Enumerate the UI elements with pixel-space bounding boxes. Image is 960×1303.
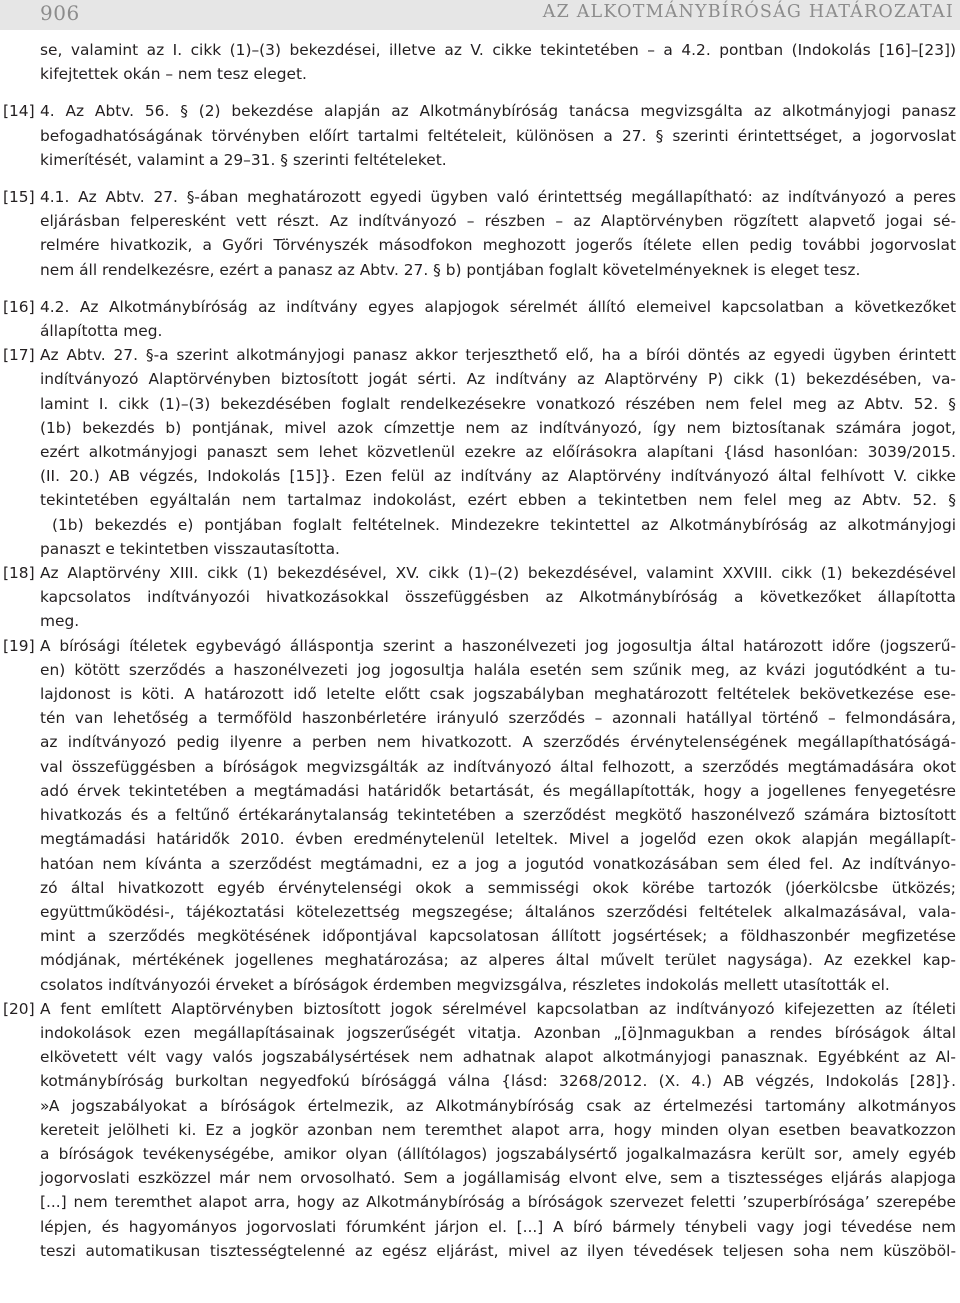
text-line: (1b) bekezdés b) pontjának, mivel azok címzettje nem az indítványozó, így nem biztosítanak számára jogot, bbox=[40, 418, 956, 437]
text-line: se, valamint az I. cikk (1)–(3) bekezdései, illetve az V. cikke tekintetében – a 4.2. pontban (Indokolás [16]–[23]) bbox=[40, 41, 956, 59]
text-line: Az Abtv. 27. §-a szerint alkotmányjogi panasz akkor terjeszthető elő, ha a bírói döntés az egyedi ügyben érintett bbox=[40, 346, 956, 365]
paragraph-19 bbox=[0, 634, 960, 997]
text-line: [...] nem teremthet alapot arra, hogy az Alkotmánybíróság a bíróságok szervezet feletti ’szuperbírósága’ szerepébe bbox=[40, 1193, 956, 1212]
text-line: 4. Az Abtv. 56. § (2) bekezdése alapján az Alkotmánybíróság tanácsa megvizsgálta az alkotmányjogi panasz bbox=[40, 102, 956, 121]
running-title: AZ ALKOTMÁNYBÍRÓSÁG HATÁROZATAI bbox=[542, 2, 954, 22]
paragraph-continuation bbox=[0, 38, 960, 86]
page-number: 906 bbox=[40, 1, 80, 25]
text-line: (II. 20.) AB végzés, Indokolás [15]}. Ezen felül az indítvány az Alaptörvény indítványozó által felhívott V. cikke bbox=[40, 467, 956, 486]
text-line: zó által hivatkozott egyéb érvénytelenségi okok a semmisségi okok körébe tartozók (jóerkölcsbe ütközés; bbox=[40, 878, 956, 897]
paragraph-14 bbox=[0, 99, 960, 172]
paragraph-18 bbox=[0, 561, 960, 634]
paragraph-number: [20] bbox=[3, 999, 35, 1018]
text-line: A bírósági ítéletek egybevágó álláspontja szerint a haszonélvezeti jog jogosultja által határozott időre (jogszerű- bbox=[40, 636, 956, 655]
running-header bbox=[0, 0, 960, 30]
text-line: kifejtettek okán – nem tesz eleget. bbox=[40, 65, 307, 84]
paragraph-number: [14] bbox=[3, 102, 35, 121]
text-line: 4.1. Az Abtv. 27. §-ában meghatározott egyedi ügyben való érintettség megállapítható: az indítványozó a peres bbox=[40, 188, 956, 207]
text-line: hatóan nem kívánta a szerződést megtámadni, ez a jog a jogutód vonatkozásában sem éled fel. Az indítványo- bbox=[40, 854, 956, 873]
text-line: indokolások ezen megállapításainak jogszerűségét vitatja. Azonban „[ö]nmagukban a rendes bíróságok által bbox=[40, 1023, 956, 1042]
text-line: állapította meg. bbox=[40, 322, 163, 341]
text-line: befogadhatóságának törvényben előírt tartalmi feltételeit, különösen a 27. § szerinti érintettséget, a jogorvoslat bbox=[40, 126, 956, 145]
paragraph-20 bbox=[0, 997, 960, 1263]
text-line: hivatkozás és a feltűnő értékaránytalanság tekintetében a szerződést megkötő haszonélvező számára biztosított bbox=[40, 806, 956, 825]
text-line: nem áll rendelkezésre, ezért a panasz az Abtv. 27. § b) pontjában foglalt követelményeknek is eleget tesz. bbox=[40, 260, 861, 279]
text-line: elkövetett vélt vagy valós jogszabálysértések nem adhatnak alapot alkotmányjogi panasznak. Egyébként az Al- bbox=[40, 1048, 956, 1067]
paragraph-number: [19] bbox=[3, 636, 35, 655]
text-line: kapcsolatos indítványozói hivatkozásokkal összefüggésben az Alkotmánybíróság a következőket állapította bbox=[40, 588, 956, 607]
text-line: lépjen, és hagyományos jogorvoslati fórumként járjon el. [...] A bíró bármely ténybeli vagy jogi tévedése nem bbox=[40, 1217, 956, 1236]
paragraph-16 bbox=[0, 295, 960, 343]
text-line: panaszt e tekintetben visszautasította. bbox=[40, 539, 340, 558]
text-line: meg. bbox=[40, 612, 80, 631]
text-line: kimerítését, valamint a 29–31. § szerinti feltételeket. bbox=[40, 150, 447, 169]
text-line: en) kötött szerződés a haszonélvezeti jog jogosultja halála esetén sem szűnik meg, az kvázi jogutódként a tu- bbox=[40, 660, 956, 679]
text-line: mint a szerződés megkötésének időpontjával kapcsolatosan állított jogsértések; a földhaszonbér megfizetése bbox=[40, 927, 956, 946]
text-line: jogorvoslati eszközzel már nem orvosolható. Sem a jogállamiság elvont elve, sem a tisztességes eljárás alapjoga bbox=[40, 1169, 956, 1188]
text-line: tén van lehetőség a termőföld haszonbérletére irányuló szerződés – azonnali hatállyal történő – felmondására, bbox=[40, 709, 956, 728]
text-line: csolatos indítványozói érveket a bíróságok érdemben megvizsgálva, részletes indokolás mellett utasították el. bbox=[40, 975, 890, 994]
text-line: ezért alkotmányjogi panaszt sem lehet közvetlenül ezekre az előírásokra alapítani {lásd hasonlóan: 3039/2015. bbox=[40, 443, 956, 462]
text-line: (1b) bekezdés e) pontjában foglalt feltételnek. Mindezekre tekintettel az Alkotmánybíróság az alkotmányjogi bbox=[52, 515, 956, 534]
text-line: tekintetében egyáltalán nem tartalmaz indokolást, ezért ebben a tekintetben nem felel meg az Abtv. 52. § bbox=[40, 491, 956, 510]
paragraph-number: [17] bbox=[3, 346, 35, 365]
text-line: lamint I. cikk (1)–(3) bekezdésében foglalt rendelkezésekre vonatkozó részében nem felel meg az Abtv. 52. § bbox=[40, 394, 956, 413]
text-line: »A jogszabályokat a bíróságok értelmezik, az Alkotmánybíróság csak az értelmezési tartomány alkotmányos bbox=[40, 1096, 956, 1115]
text-line: teszi automatikusan tisztességtelenné az egész eljárást, mivel az ilyen tévedések teljesen soha nem küszöböl- bbox=[40, 1241, 956, 1260]
text-line: együttműködési-, tájékoztatási kötelezettség megszegése; általános szerződési feltételek alkalmazásával, vala- bbox=[40, 902, 956, 921]
text-line: relmére hivatkozik, a Győri Törvényszék másodfokon meghozott jogerős ítélete ellen pedig további jogorvoslat bbox=[40, 236, 956, 255]
text-line: a bíróságok tevékenységébe, amikor olyan (állítólagos) jogszabálysértő jogalkalmazásra került sor, amely egyéb bbox=[40, 1144, 956, 1163]
text-line: az indítványozó pedig ilyenre a perben nem hivatkozott. A szerződés érvénytelenségének megállapíthatóságá- bbox=[40, 733, 956, 752]
text-line: Az Alaptörvény XIII. cikk (1) bekezdésével, XV. cikk (1)–(2) bekezdésével, valamint XXVIII. cikk (1) bekezdésével bbox=[40, 564, 956, 583]
paragraph-number: [18] bbox=[3, 564, 35, 583]
paragraph-17 bbox=[0, 343, 960, 561]
paragraph-15 bbox=[0, 185, 960, 282]
text-line: módjának, mértékének jogellenes meghatározása; az alperes által művelt terület nagysága). Az ezekkel kap- bbox=[40, 951, 956, 970]
text-line: lajdonost is köti. A határozott idő letelte előtt csak jogszabályban meghatározott feltételek bekövetkezése ese- bbox=[40, 685, 956, 704]
paragraph-number: [16] bbox=[3, 297, 35, 316]
text-line: eljárásban felperesként vett részt. Az indítványozó – részben – az Alaptörvényben rögzített alapvető jogai sé- bbox=[40, 212, 956, 231]
text-line: kotmánybíróság burkoltan negyedfokú bírósággá válna {lásd: 3268/2012. (X. 4.) AB végzés, Indokolás [28]}. bbox=[40, 1072, 956, 1091]
text-line: adó érvek tekintetében a megtámadási határidők betartását, és megállapították, hogy a jogellenes fenyegetésre bbox=[40, 781, 956, 800]
text-line: A fent említett Alaptörvényben biztosított jogok sérelmével kapcsolatban az indítványozó kifejezetten az ítéleti bbox=[40, 999, 956, 1018]
text-line: megtámadási határidők 2010. évben eredménytelenül leteltek. Mivel a jogelőd ezen okok alapján megállapít- bbox=[40, 830, 956, 849]
paragraph-number: [15] bbox=[3, 188, 35, 207]
text-line: 4.2. Az Alkotmánybíróság az indítvány egyes alapjogok sérelmét állító elemeivel kapcsolatban a következőket bbox=[40, 297, 956, 316]
text-line: val összefüggésben a bíróságok megvizsgálták az indítványozó által felhozott, a szerződés megtámadására okot bbox=[40, 757, 956, 776]
text-line: kereteit jelölheti ki. Ez a jogkör azonban nem teremthet alapot arra, hogy minden olyan esetben beavatkozzon bbox=[40, 1120, 956, 1139]
document-body bbox=[0, 38, 960, 1263]
text-line: indítványozó Alaptörvényben biztosított jogát sérti. Az indítvány az Alaptörvény P) cikk (1) bekezdésében, va- bbox=[40, 370, 956, 389]
